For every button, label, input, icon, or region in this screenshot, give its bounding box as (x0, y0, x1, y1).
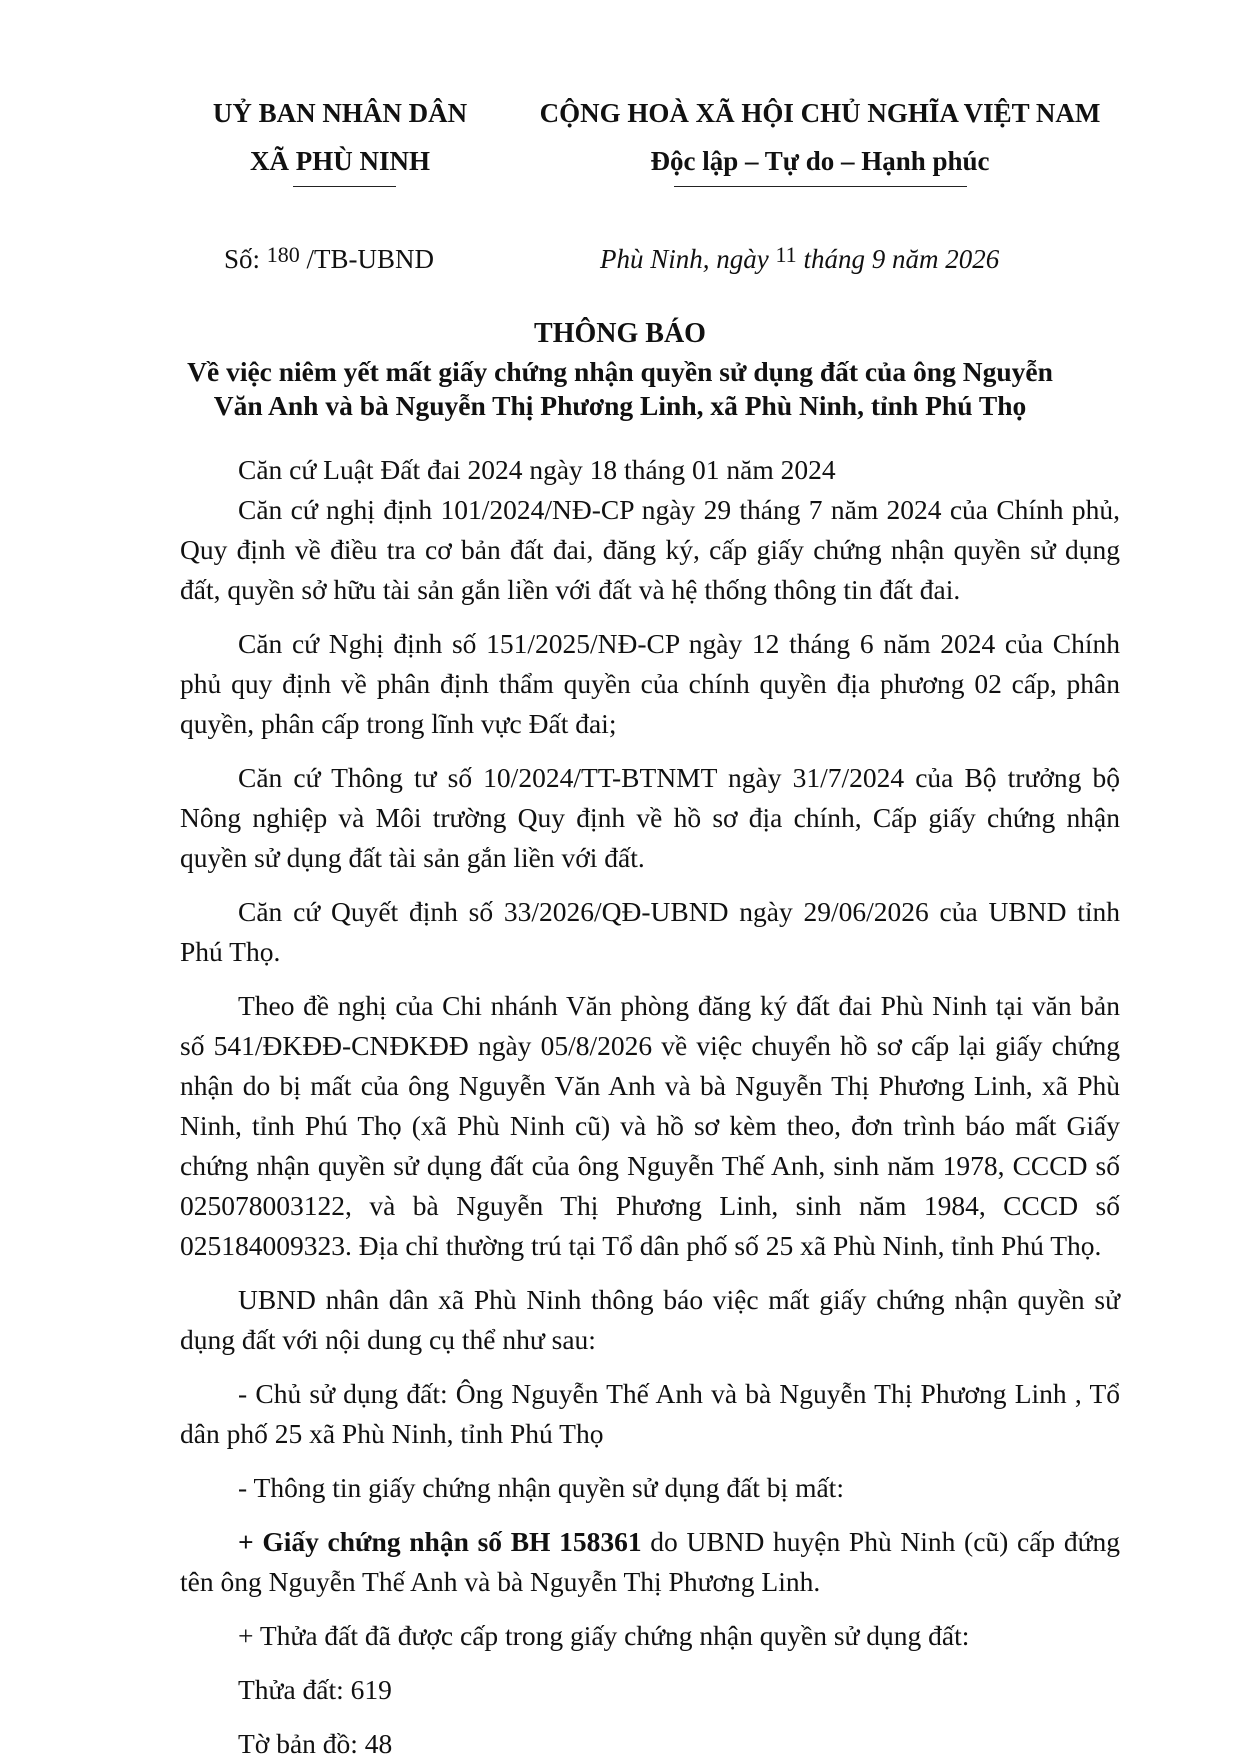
agency-name-line2: XÃ PHÙ NINH (250, 146, 430, 176)
paragraph-parcel-intro: + Thửa đất đã được cấp trong giấy chứng nhận quyền sử dụng đất: (238, 1620, 970, 1651)
paragraph-parcel-number: Thửa đất: 619 (238, 1674, 392, 1705)
paragraph-legal-basis-5: Căn cứ Quyết định số 33/2026/QĐ-UBND ngày 29/06/2026 của UBND tỉnh Phú Thọ. (180, 896, 1120, 967)
paragraph-legal-basis-3: Căn cứ Nghị định số 151/2025/NĐ-CP ngày 12 tháng 6 năm 2024 của Chính phủ quy định về phân định thẩm quyền của chính quyền địa phương 02 cấp, phân quyền, phân cấp trong lĩnh vực Đất đai; (180, 628, 1120, 739)
national-motto: Độc lập – Tự do – Hạnh phúc (650, 146, 990, 176)
certificate-issuer: do UBND huyện Phù Ninh (cũ) cấp đứng tên ông Nguyễn Thế Anh và bà Nguyễn Thị Phương Linh. (180, 1526, 1120, 1597)
paragraph-land-owner: - Chủ sử dụng đất: Ông Nguyễn Thế Anh và bà Nguyễn Thị Phương Linh , Tổ dân phố 25 xã Phù Ninh, tỉnh Phú Thọ (180, 1378, 1120, 1449)
motto-underline (674, 186, 967, 187)
document-number (224, 242, 434, 275)
place-date-prefix: Phù Ninh, ngày (600, 244, 769, 274)
paragraph-certificate-number (180, 1522, 1120, 1602)
notice-subject-line2: Văn Anh và bà Nguyễn Thị Phương Linh, xã Phù Ninh, tỉnh Phú Thọ (213, 390, 1027, 421)
agency-underline (293, 186, 396, 187)
notice-body (180, 450, 1120, 1764)
number-value: 180 (266, 242, 300, 267)
notice-subject-line1: Về việc niêm yết mất giấy chứng nhận quyền sử dụng đất của ông Nguyễn (187, 356, 1053, 387)
number-prefix: Số: (224, 244, 261, 274)
date-day: 11 (775, 242, 797, 267)
place-date (600, 242, 999, 275)
number-suffix: /TB-UBND (306, 244, 435, 274)
paragraph-announcement: UBND nhân dân xã Phù Ninh thông báo việc mất giấy chứng nhận quyền sử dụng đất với nội dung cụ thể như sau: (180, 1284, 1120, 1355)
agency-name-line1: UỶ BAN NHÂN DÂN (212, 98, 468, 128)
paragraph-request: Theo đề nghị của Chi nhánh Văn phòng đăng ký đất đai Phù Ninh tại văn bản số 541/ĐKĐĐ-CNĐKĐĐ ngày 05/8/2026 về việc chuyển hồ sơ cấp lại giấy chứng nhận do bị mất của ông Nguyễn Văn Anh và bà Nguyễn Thị Phương Linh, xã Phù Ninh, tỉnh Phú Thọ (xã Phù Ninh cũ) và hồ sơ kèm theo, đơn trình báo mất Giấy chứng nhận quyền sử dụng đất của ông Nguyễn Thế Anh, sinh năm 1978, CCCD số 025078003122, và bà Nguyễn Thị Phương Linh, sinh năm 1984, CCCD số 025184009323. Địa chỉ thường trú tại Tổ dân phố số 25 xã Phù Ninh, tỉnh Phú Thọ. (180, 990, 1120, 1261)
paragraph-lost-certificate-info: - Thông tin giấy chứng nhận quyền sử dụng đất bị mất: (238, 1472, 844, 1503)
date-month-year: tháng 9 năm 2026 (803, 244, 1000, 274)
notice-heading: THÔNG BÁO (534, 318, 706, 349)
certificate-number-bold: + Giấy chứng nhận số BH 158361 (238, 1526, 642, 1557)
paragraph-legal-basis-4: Căn cứ Thông tư số 10/2024/TT-BTNMT ngày 31/7/2024 của Bộ trưởng bộ Nông nghiệp và Môi trường Quy định về hồ sơ địa chính, Cấp giấy chứng nhận quyền sử dụng đất tài sản gắn liền với đất. (180, 762, 1120, 873)
national-title: CỘNG HOÀ XÃ HỘI CHỦ NGHĨA VIỆT NAM (539, 98, 1101, 128)
paragraph-map-sheet: Tờ bản đồ: 48 (238, 1728, 393, 1759)
paragraph-legal-basis-2: Căn cứ nghị định 101/2024/NĐ-CP ngày 29 tháng 7 năm 2024 của Chính phủ, Quy định về điều tra cơ bản đất đai, đăng ký, cấp giấy chứng nhận quyền sử dụng đất, quyền sở hữu tài sản gắn liền với đất và hệ thống thông tin đất đai. (180, 494, 1120, 605)
paragraph-legal-basis-1: Căn cứ Luật Đất đai 2024 ngày 18 tháng 01 năm 2024 (238, 454, 836, 485)
